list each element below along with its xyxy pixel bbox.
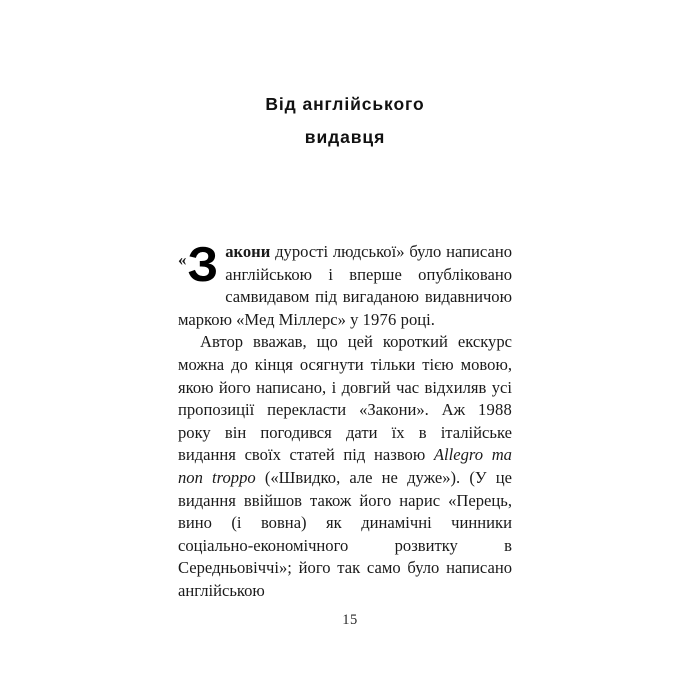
paragraph-2 — [178, 331, 512, 602]
italic-book-title: Allegro ma non troppo — [178, 445, 512, 487]
drop-cap: З — [187, 238, 219, 292]
paragraph-1-tail: році. — [396, 309, 435, 329]
paragraph-1-text: дурості людської» було написано англійською і вперше опубліковано самвидавом під вигаданою видавничою маркою «Мед Міллерс» у — [178, 242, 512, 329]
opening-quotation-mark: « — [178, 250, 187, 269]
chapter-heading-line-2: видавця — [304, 127, 386, 147]
paragraph-2-text-part-3: («Швидко, але не дуже»). (У це видання ввійшов також його нарис «Перець, вино (і вовна) як динамічні чинники соціально-економічного розвитку в Середньовіччі»; його так само було написано англійською — [178, 467, 512, 600]
lead-in-bold-text: акони — [225, 242, 271, 261]
body-text-block — [178, 238, 512, 603]
paragraph-2-text-part-2: року він погодився дати їх в італійське видання своїх статей під назвою — [178, 422, 512, 465]
page-number: 15 — [342, 612, 358, 628]
chapter-heading-line-1: Від англійського — [265, 94, 425, 114]
year-1988: 1988 — [478, 400, 512, 420]
chapter-heading — [178, 88, 512, 154]
paragraph-2-text-part-1: Автор вважав, що цей короткий екскурс можна до кінця осягнути тільки тією мовою, якою його написано, і довгий час відхиляв усі пропозиції перекласти «Закони». Аж — [178, 332, 512, 420]
year-1976: 1976 — [362, 309, 397, 329]
paragraph-1 — [178, 238, 512, 331]
